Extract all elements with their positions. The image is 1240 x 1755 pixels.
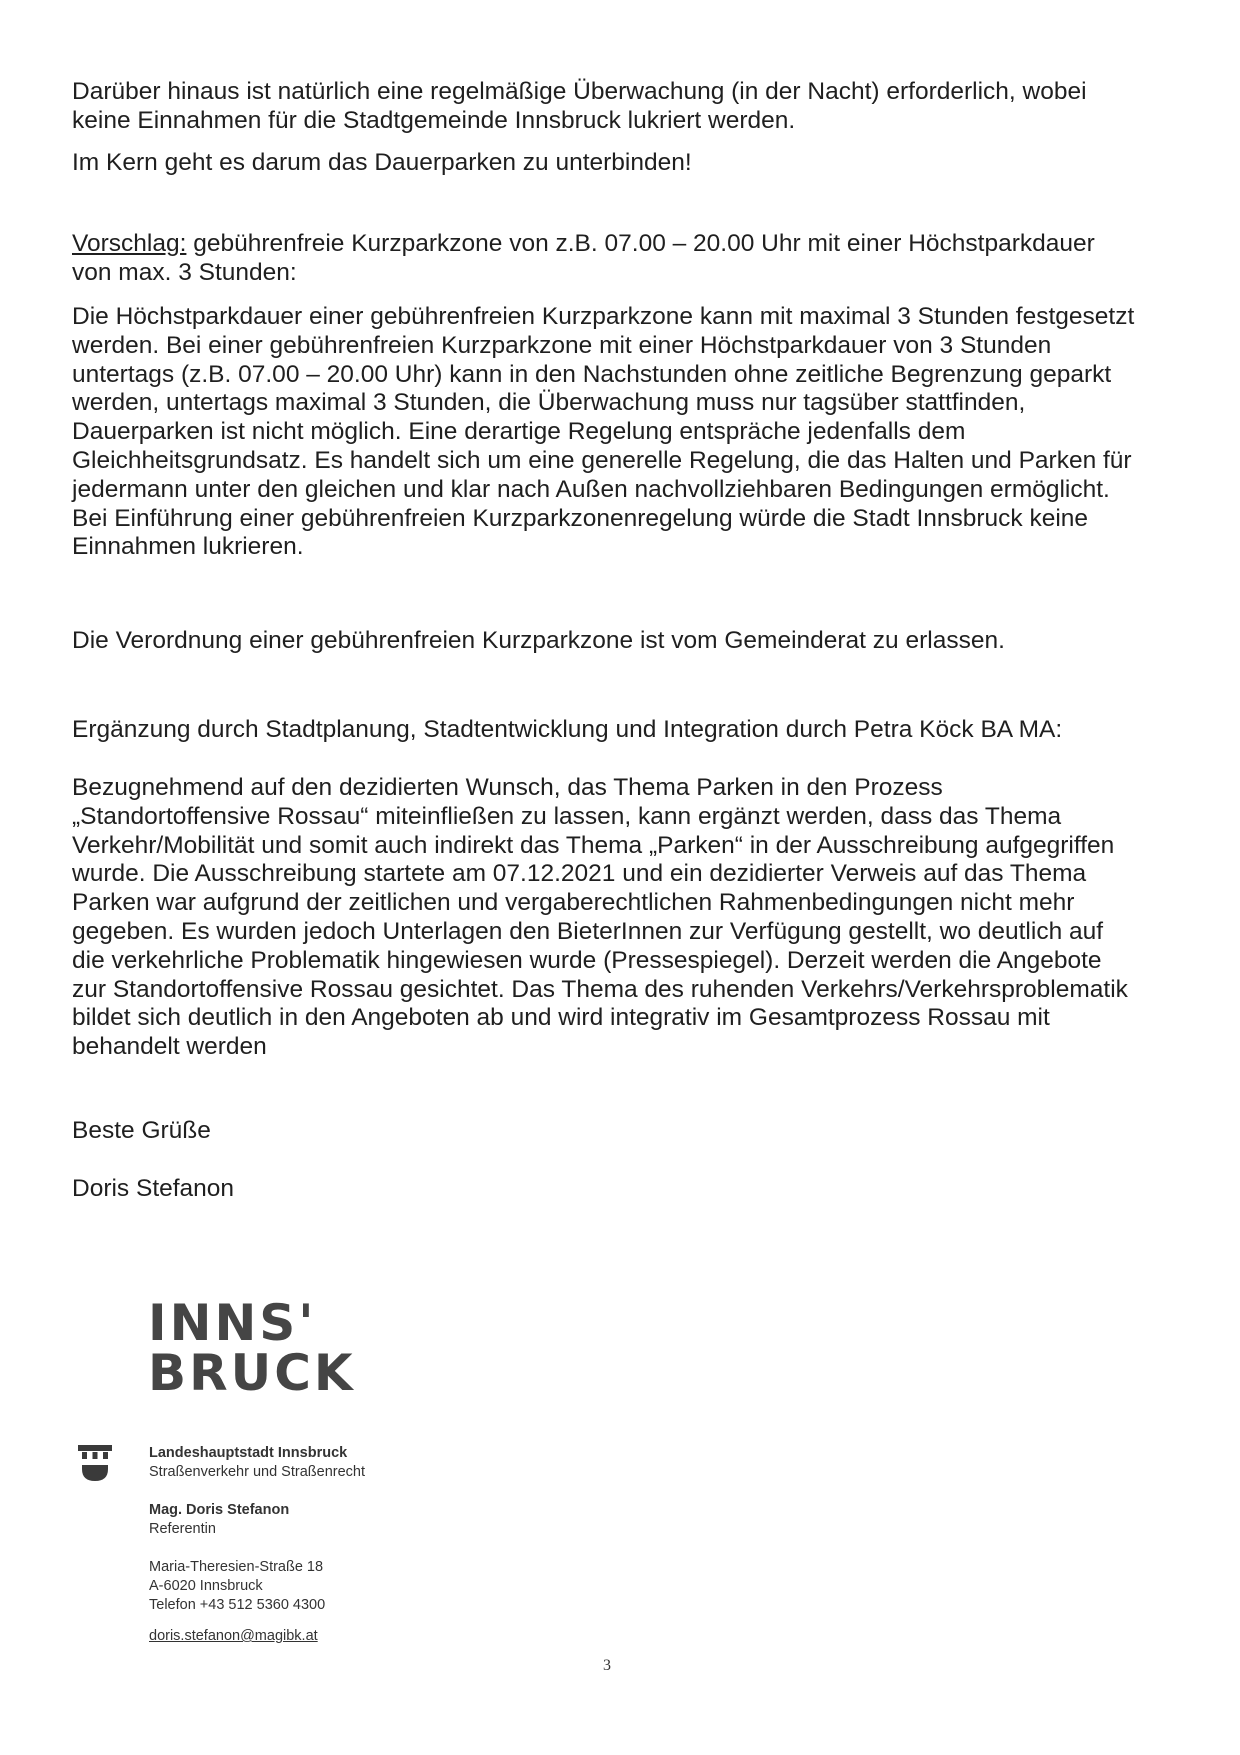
text-line: „Standortoffensive Rossau“ miteinfließen zu lassen, kann ergänzt werden, dass das Thema <box>72 802 1062 830</box>
paragraph-proposal <box>72 230 1182 288</box>
paragraph-ordinance <box>72 627 1182 656</box>
innsbruck-logo <box>148 1294 356 1402</box>
signature-person-block <box>149 1501 289 1539</box>
signature-email-block <box>149 1627 318 1646</box>
text-line: Bei Einführung einer gebührenfreien Kurzparkzonenregelung würde die Stadt Innsbruck keine <box>72 504 1089 532</box>
sig-phone: Telefon +43 512 5360 4300 <box>149 1597 326 1613</box>
text-line: wurde. Die Ausschreibung startete am 07.12.2021 und ein dezidierter Verweis auf das Thema <box>72 860 1087 888</box>
text-line: Die Verordnung einer gebührenfreien Kurzparkzone ist vom Gemeinderat zu erlassen. <box>72 627 1005 654</box>
text-line: die verkehrliche Problematik hingewiesen wurde (Pressespiegel). Derzeit werden die Angebote <box>72 946 1102 974</box>
text-line <box>72 230 1182 259</box>
signer-name <box>72 1175 1182 1204</box>
sig-role: Referentin <box>149 1521 216 1537</box>
proposal-label: Vorschlag: <box>72 230 187 257</box>
closing-text: Beste Grüße <box>72 1117 211 1144</box>
text-line: untertags (z.B. 07.00 – 20.00 Uhr) kann in den Nachstunden ohne zeitliche Begrenzung geparkt <box>72 360 1112 388</box>
text-line: Darüber hinaus ist natürlich eine regelmäßige Überwachung (in der Nacht) erforderlich, wobei <box>72 78 1087 105</box>
sig-org: Landeshauptstadt Innsbruck <box>149 1445 348 1461</box>
text-line: Gleichheitsgrundsatz. Es handelt sich um eine generelle Regelung, die das Halten und Parken für <box>72 446 1132 474</box>
text-line: Dauerparken ist nicht möglich. Eine derartige Regelung entspräche jedenfalls dem <box>72 418 966 446</box>
paragraph-max-duration <box>72 303 1182 562</box>
text-line: werden, untertags maximal 3 Stunden, die Überwachung muss nur tagsüber stattfinden, <box>72 389 1026 417</box>
signature-address-block <box>149 1558 325 1615</box>
sig-city: A-6020 Innsbruck <box>149 1578 263 1594</box>
city-crest-icon <box>76 1443 114 1483</box>
proposal-text: gebührenfreie Kurzparkzone von z.B. 07.00 – 20.00 Uhr mit einer Höchstparkdauer <box>186 230 1095 257</box>
text-line: von max. 3 Stunden: <box>72 258 297 286</box>
paragraph-supplement-heading <box>72 716 1182 745</box>
sig-name: Mag. Doris Stefanon <box>149 1502 290 1518</box>
sig-email-link[interactable]: doris.stefanon@magibk.at <box>149 1628 318 1644</box>
text-line: jedermann unter den gleichen und klar nach Außen nachvollziehbaren Bedingungen ermöglicht. <box>72 475 1110 503</box>
text-line: Ergänzung durch Stadtplanung, Stadtentwicklung und Integration durch Petra Köck BA MA: <box>72 716 1063 743</box>
signer-text: Doris Stefanon <box>72 1175 235 1202</box>
text-line: Verkehr/Mobilität und somit auch indirekt das Thema „Parken“ in der Ausschreibung aufgegriffen <box>72 831 1115 859</box>
text-line: werden. Bei einer gebührenfreien Kurzparkzone mit einer Höchstparkdauer von 3 Stunden <box>72 331 1052 359</box>
text-line: gegeben. Es wurden jedoch Unterlagen den BieterInnen zur Verfügung gestellt, wo deutlich auf <box>72 917 1104 945</box>
paragraph-surveillance <box>72 78 1182 136</box>
text-line: Einnahmen lukrieren. <box>72 533 304 561</box>
text-line: zur Standortoffensive Rossau gesichtet. Das Thema des ruhenden Verkehrs/Verkehrsproblematik <box>72 975 1128 1003</box>
signature-org-block <box>149 1444 365 1482</box>
page-number: 3 <box>603 1657 611 1674</box>
text-line: bildet sich deutlich in den Angeboten ab und wird integrativ im Gesamtprozess Rossau mit <box>72 1004 1050 1032</box>
logo-line1: INNS' <box>148 1294 317 1352</box>
sig-dept: Straßenverkehr und Straßenrecht <box>149 1464 365 1480</box>
text-line: Die Höchstparkdauer einer gebührenfreien Kurzparkzone kann mit maximal 3 Stunden festgesetzt <box>72 303 1135 330</box>
logo-line2: BRUCK <box>148 1344 356 1402</box>
paragraph-rossau <box>72 774 1182 1062</box>
text-line: behandelt werden <box>72 1033 267 1061</box>
text-line: Bezugnehmend auf den dezidierten Wunsch, das Thema Parken in den Prozess <box>72 774 943 801</box>
text-line: Parken war aufgrund der zeitlichen und vergaberechtlichen Rahmenbedingungen nicht mehr <box>72 889 1075 917</box>
closing-greeting <box>72 1117 1182 1146</box>
text-line: keine Einnahmen für die Stadtgemeinde Innsbruck lukriert werden. <box>72 106 796 134</box>
text-line: Im Kern geht es darum das Dauerparken zu unterbinden! <box>72 149 692 176</box>
sig-street: Maria-Theresien-Straße 18 <box>149 1559 324 1575</box>
paragraph-core <box>72 149 1182 178</box>
